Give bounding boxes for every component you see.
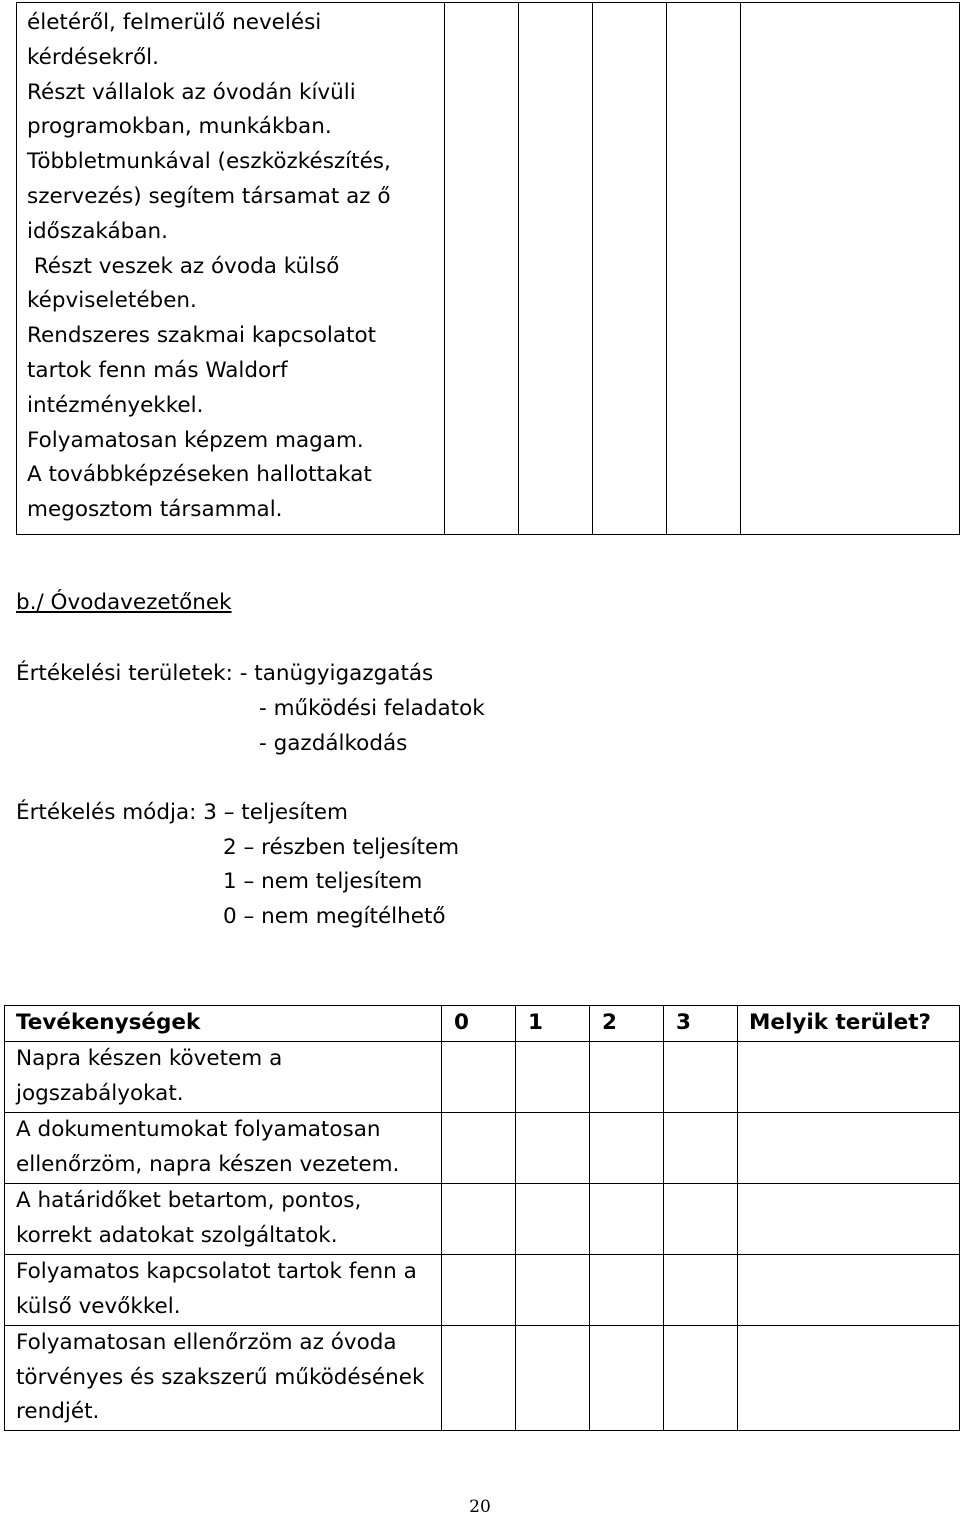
- area-cell: [738, 1041, 960, 1112]
- score-cell: [590, 1112, 664, 1183]
- score-cell: [664, 1325, 738, 1430]
- score-cell: [442, 1041, 516, 1112]
- table-row: [5, 1112, 960, 1183]
- score-cell: [445, 3, 519, 535]
- score-cell: [516, 1325, 590, 1430]
- areas-label: Értékelési területek: - tanügyigazgatás: [16, 661, 434, 686]
- activity-line: programokban, munkákban.: [27, 114, 332, 140]
- activity-line: Rendszeres szakmai kapcsolatot: [27, 323, 377, 349]
- score-cell: [516, 1254, 590, 1325]
- score-cell: [516, 1112, 590, 1183]
- table-row: [5, 1254, 960, 1325]
- activity-line: A továbbképzéseken hallottakat: [27, 462, 372, 488]
- activity-line: szervezés) segítem társamat az ő: [27, 183, 391, 209]
- header-score-2: 2: [590, 1006, 664, 1042]
- table-row: [5, 1041, 960, 1112]
- score-cell: [667, 3, 741, 535]
- score-cell: [442, 1254, 516, 1325]
- score-cell: [664, 1041, 738, 1112]
- activity-line: életéről, felmerülő nevelési: [27, 10, 322, 35]
- activity-line: időszakában.: [27, 218, 168, 244]
- top-evaluation-table: [16, 2, 960, 535]
- activity-cell: Folyamatos kapcsolatot tartok fenn a külső vevőkkel.: [5, 1254, 442, 1325]
- score-cell: [519, 3, 593, 535]
- activity-line: kérdésekről.: [27, 44, 159, 70]
- activity-line: megosztom társammal.: [27, 497, 283, 523]
- activity-line: képviseletében.: [27, 288, 197, 314]
- score-cell: [442, 1325, 516, 1430]
- areas-item: - gazdálkodás: [259, 731, 408, 756]
- score-cell: [664, 1112, 738, 1183]
- method-item: 1 – nem teljesítem: [223, 869, 423, 894]
- activity-cell: A határidőket betartom, pontos, korrekt adatokat szolgáltatok.: [5, 1183, 442, 1254]
- area-cell: [738, 1325, 960, 1430]
- area-cell: [738, 1254, 960, 1325]
- area-cell: [738, 1183, 960, 1254]
- area-cell: [738, 1112, 960, 1183]
- activity-line: Részt veszek az óvoda külső: [27, 253, 340, 279]
- score-cell: [593, 3, 667, 535]
- activity-line: Részt vállalok az óvodán kívüli: [27, 79, 356, 105]
- activity-line: tartok fenn más Waldorf: [27, 357, 288, 383]
- score-cell: [664, 1254, 738, 1325]
- score-cell: [442, 1112, 516, 1183]
- section-heading: b./ Óvodavezetőnek: [16, 590, 232, 615]
- method-item: 0 – nem megítélhető: [223, 904, 446, 929]
- area-cell: [741, 3, 960, 535]
- table-header-row: [5, 1006, 960, 1042]
- areas-item: - működési feladatok: [259, 696, 485, 721]
- activity-line: intézményekkel.: [27, 392, 204, 418]
- method-item: 2 – részben teljesítem: [223, 835, 460, 860]
- activity-line: Folyamatosan képzem magam.: [27, 427, 364, 453]
- header-score-3: 3: [664, 1006, 738, 1042]
- header-score-0: 0: [442, 1006, 516, 1042]
- score-cell: [664, 1183, 738, 1254]
- header-activities: Tevékenységek: [5, 1006, 442, 1042]
- score-cell: [516, 1183, 590, 1254]
- table-row: [5, 1325, 960, 1430]
- score-cell: [590, 1325, 664, 1430]
- score-cell: [590, 1183, 664, 1254]
- header-area: Melyik terület?: [738, 1006, 960, 1042]
- score-cell: [442, 1183, 516, 1254]
- activity-cell: Folyamatosan ellenőrzöm az óvoda törvényes és szakszerű működésének rendjét.: [5, 1325, 442, 1430]
- director-evaluation-table: [4, 1005, 960, 1431]
- table-row: [17, 3, 960, 535]
- page-number: 20: [469, 1497, 491, 1517]
- table-row: [5, 1183, 960, 1254]
- activity-line: Többletmunkával (eszközkészítés,: [27, 149, 391, 175]
- score-cell: [590, 1041, 664, 1112]
- activity-cell: [17, 3, 445, 535]
- method-label: Értékelés módja: 3 – teljesítem: [16, 800, 348, 825]
- header-score-1: 1: [516, 1006, 590, 1042]
- score-cell: [590, 1254, 664, 1325]
- activity-cell: A dokumentumokat folyamatosan ellenőrzöm, napra készen vezetem.: [5, 1112, 442, 1183]
- score-cell: [516, 1041, 590, 1112]
- activity-cell: Napra készen követem a jogszabályokat.: [5, 1041, 442, 1112]
